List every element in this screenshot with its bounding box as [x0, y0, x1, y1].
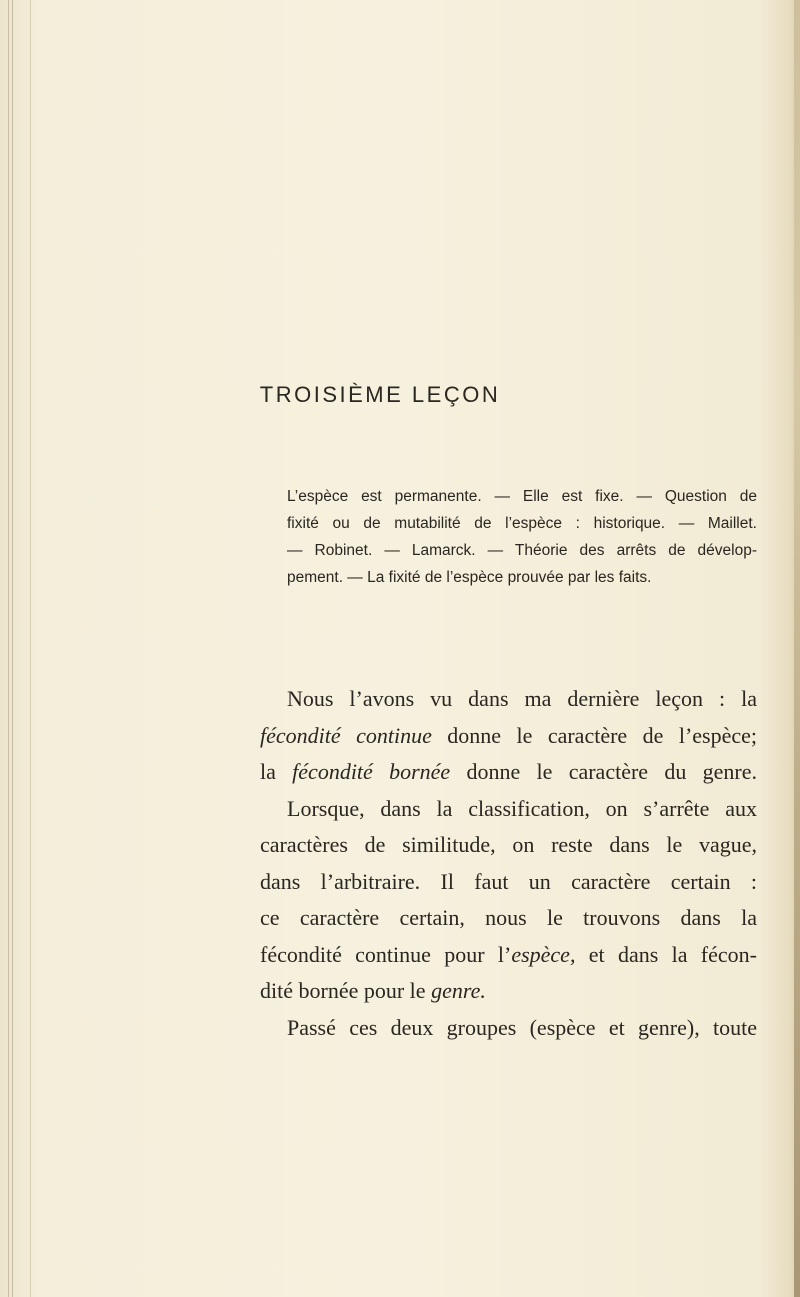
chapter-summary — [287, 483, 757, 591]
italic-term: fécondité bornée — [292, 759, 451, 784]
chapter-heading: TROISIÈME LEÇON — [259, 382, 501, 407]
body-text — [260, 681, 757, 1046]
summary-line: L’espèce est permanente. — Elle est fixe. — Question de — [287, 488, 757, 505]
body-text-span: donne le caractère de l’espèce; — [431, 722, 757, 748]
summary-line: — Robinet. — Lamarck. — Théorie des arrêts de dévelop- — [287, 542, 757, 559]
page-binding-edge — [794, 0, 800, 1297]
body-line: dans l’arbitraire. Il faut un caractère certain : — [260, 868, 757, 894]
body-line: Nous l’avons vu dans ma dernière leçon : la — [287, 686, 757, 711]
body-line: ce caractère certain, nous le trouvons dans la — [260, 905, 757, 930]
page-edge-line — [12, 0, 13, 1297]
body-line — [260, 937, 757, 974]
italic-term: fécondité continue — [260, 722, 432, 748]
body-line — [260, 754, 757, 791]
body-line: Passé ces deux groupes (espèce et genre), toute — [287, 1014, 757, 1040]
summary-line: fixité ou de mutabilité de l’espèce : historique. — Maillet. — [287, 515, 757, 532]
body-text-span: donne le caractère du genre. — [450, 759, 757, 784]
italic-term: genre. — [431, 978, 486, 1003]
body-text-span: fécondité continue pour l’ — [260, 941, 512, 967]
summary-line: pement. — La fixité de l’espèce prouvée par les faits. — [287, 569, 652, 586]
body-line: caractères de similitude, on reste dans le vague, — [260, 832, 757, 857]
body-line — [260, 973, 757, 1010]
body-text-span: dité bornée pour le — [260, 978, 432, 1003]
page-edge-line — [8, 0, 9, 1297]
page-edge-line — [30, 0, 31, 1297]
body-line — [260, 718, 757, 755]
body-text-span: la — [260, 759, 293, 784]
body-line: Lorsque, dans la classification, on s’arrête aux — [287, 795, 757, 821]
body-text-span: et dans la fécon- — [575, 941, 757, 967]
italic-term: espèce, — [511, 941, 576, 967]
